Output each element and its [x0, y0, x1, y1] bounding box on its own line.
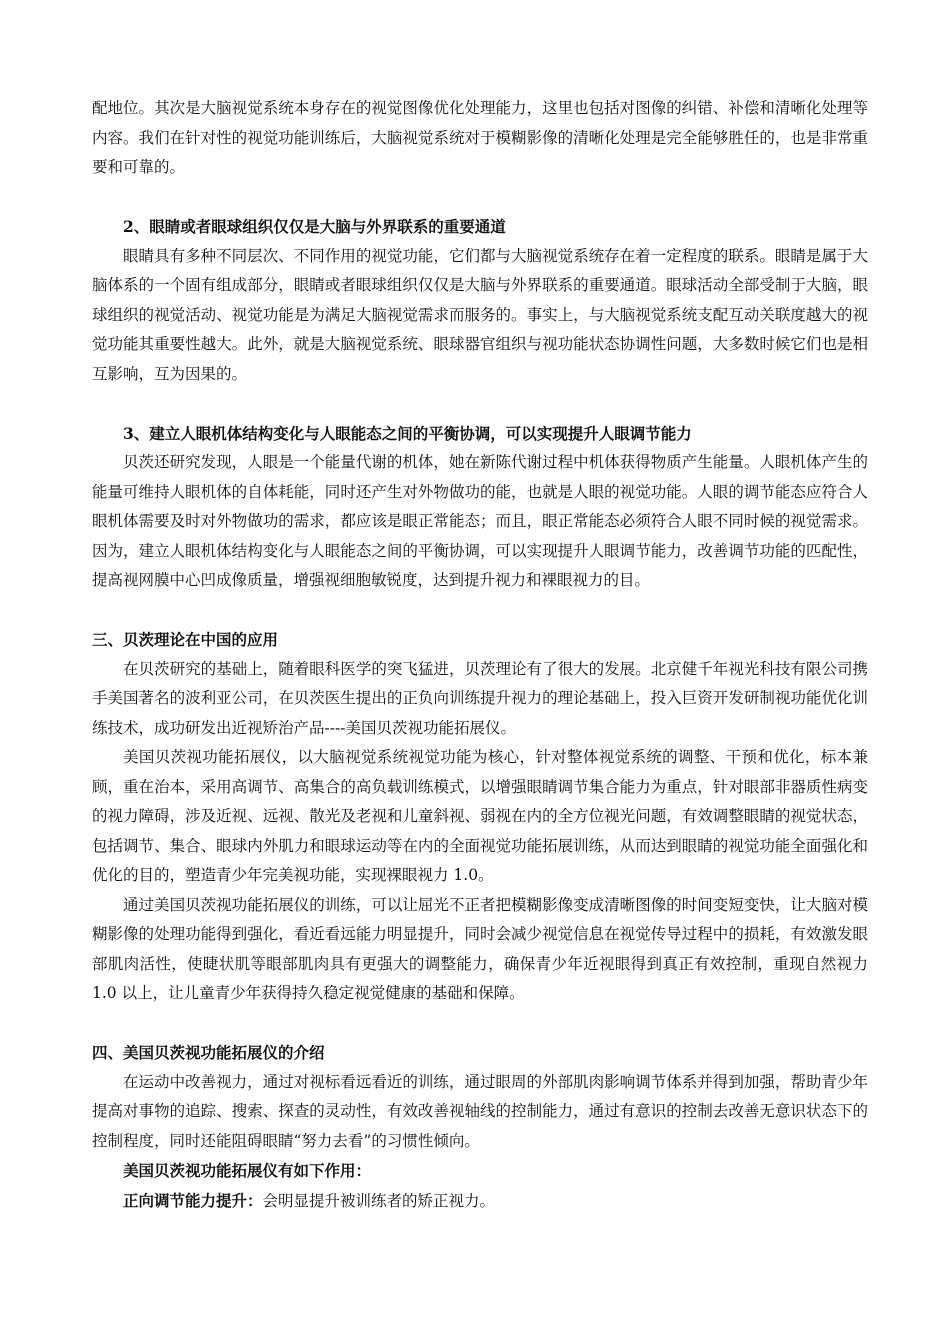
part4-heading: 四、美国贝茨视功能拓展仪的介绍	[92, 1043, 325, 1062]
part3-paragraph-3: 通过美国贝茨视功能拓展仪的训练，可以让屈光不正者把模糊影像变成清晰图像的时间变短变快，让大脑对模糊影像的处理功能得到强化，看近看远能力明显提升，同时会减少视觉信息在视觉传导过程中的损耗，有效激发眼部肌肉活性，使睫状肌等眼部肌肉具有更强大的调整能力，确保青少年近视眼得到真正有效控制，重现自然视力 1.0 以上，让儿童青少年获得持久稳定视觉健康的基础和保障。	[92, 895, 868, 1002]
section3-paragraph: 贝茨还研究发现，人眼是一个能量代谢的机体，她在新陈代谢过程中机体获得物质产生能量。人眼机体产生的能量可维持人眼机体的自体耗能，同时还产生对外物做功的能，也就是人眼的视觉功能。人眼的调节能态应符合人眼机体需要及时对外物做功的需求，都应该是眼正常能态；而且，眼正常能态必须符合人眼不同时候的视觉需求。因为，建立人眼机体结构变化与人眼能态之间的平衡协调，可以实现提升人眼调节能力，改善调节功能的匹配性，提高视网膜中心凹成像质量，增强视细胞敏锐度，达到提升视力和裸眼视力的目。	[92, 453, 868, 589]
part3-paragraph-1: 在贝茨研究的基础上，随着眼科医学的突飞猛进，贝茨理论有了很大的发展。北京健千年视光科技有限公司携手美国著名的波利亚公司，在贝茨医生提出的正负向训练提升视力的理论基础上，投入巨资开发研制视功能优化训练技术，成功研发出近视矫治产品----美国贝茨视功能拓展仪。	[92, 659, 868, 737]
section2-heading: 2、眼睛或者眼球组织仅仅是大脑与外界联系的重要通道	[123, 217, 506, 236]
effect-item-1	[92, 1186, 868, 1217]
part3-paragraph-2: 美国贝茨视功能拓展仪，以大脑视觉系统视觉功能为核心，针对整体视觉系统的调整、干预和优化，标本兼顾，重在治本，采用高调节、高集合的高负载训练模式，以增强眼睛调节集合能力为重点，针对眼部非器质性病变的视力障碍，涉及近视、远视、散光及老视和儿童斜视、弱视在内的全方位视光问题，有效调整眼睛的视觉状态，包括调节、集合、眼球内外肌力和眼球运动等在内的全面视觉功能拓展训练，从而达到眼睛的视觉功能全面强化和优化的目的，塑造青少年完美视功能，实现裸眼视力 1.0。	[92, 748, 868, 884]
spacer	[92, 183, 868, 213]
effects-heading: 美国贝茨视功能拓展仪有如下作用：	[123, 1161, 372, 1180]
part3-heading: 三、贝茨理论在中国的应用	[92, 630, 279, 649]
intro-paragraph: 配地位。其次是大脑视觉系统本身存在的视觉图像优化处理能力，这里也包括对图像的纠错、补偿和清晰化处理等内容。我们在针对性的视觉功能训练后，大脑视觉系统对于模糊影像的清晰化处理是完全能够胜任的，也是非常重要和可靠的。	[92, 99, 868, 176]
spacer	[92, 389, 868, 419]
spacer	[92, 596, 868, 626]
effect-item-1-label: 正向调节能力提升：	[123, 1190, 263, 1210]
spacer	[92, 1009, 868, 1039]
effect-item-1-text: 会明显提升被训练者的矫正视力。	[262, 1191, 496, 1210]
section2-paragraph: 眼睛具有多种不同层次、不同作用的视觉功能，它们都与大脑视觉系统存在着一定程度的联系。眼睛是属于大脑体系的一个固有组成部分，眼睛或者眼球组织仅仅是大脑与外界联系的重要通道。眼球活动全部受制于大脑，眼球组织的视觉活动、视觉功能是为满足大脑视觉需求而服务的。事实上，与大脑视觉系统支配互动关联度越大的视觉功能其重要性越大。此外，就是大脑视觉系统、眼球器官组织与视功能状态协调性问题，大多数时候它们也是相互影响，互为因果的。	[92, 246, 868, 383]
document-page	[92, 94, 868, 1216]
part4-paragraph: 在运动中改善视力，通过对视标看远看近的训练，通过眼周的外部肌肉影响调节体系并得到加强，帮助青少年提高对事物的追踪、搜索、探查的灵动性，有效改善视轴线的控制能力，通过有意识的控制去改善无意识状态下的控制程度，同时还能阻碍眼睛“努力去看”的习惯性倾向。	[92, 1072, 868, 1150]
section3-heading: 3、建立人眼机体结构变化与人眼能态之间的平衡协调，可以实现提升人眼调节能力	[123, 423, 692, 443]
